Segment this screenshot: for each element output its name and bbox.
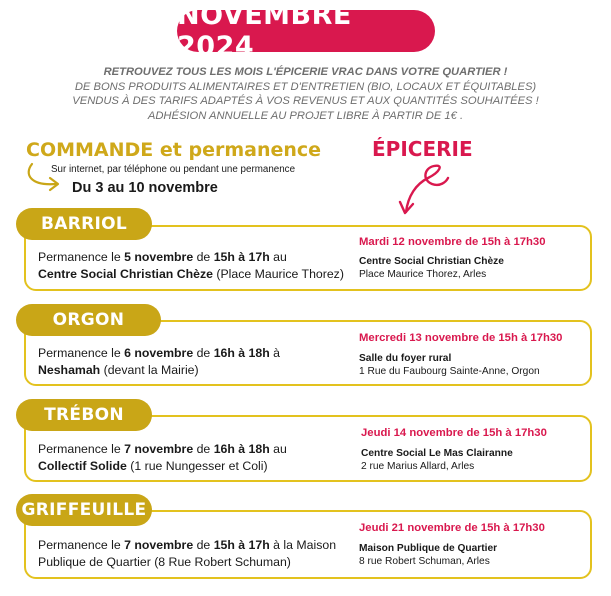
- perm-date: 6 novembre: [124, 346, 194, 360]
- perm-mid: de: [193, 346, 214, 360]
- epicerie-venue: Maison Publique de Quartier: [359, 543, 498, 554]
- location-tab-barriol: BARRIOL: [16, 208, 152, 240]
- perm-after: au: [269, 442, 287, 456]
- epicerie-date: Jeudi 21 novembre de 15h à 17h30: [359, 522, 545, 534]
- commande-dates: Du 3 au 10 novembre: [72, 180, 218, 196]
- perm-place-detail: (1 rue Nungesser et Coli): [126, 459, 268, 473]
- perm-place: Centre Social Christian Chèze: [38, 267, 213, 281]
- location-tab-griffeuille: GRIFFEUILLE: [16, 494, 152, 526]
- intro-line-4: ADHÉSION ANNUELLE AU PROJET LIBRE À PARTIR DE 1€ .: [147, 109, 464, 122]
- epicerie-heading: ÉPICERIE: [372, 137, 473, 161]
- perm-prefix: Permanence le: [38, 346, 125, 360]
- epicerie-address: 2 rue Marius Allard, Arles: [361, 461, 475, 472]
- epicerie-date: Mercredi 13 novembre de 15h à 17h30: [359, 332, 563, 344]
- permanence-text: [38, 537, 336, 571]
- perm-place-detail: (devant la Mairie): [100, 363, 199, 377]
- perm-time: 16h à 18h: [213, 346, 270, 360]
- location-tab-orgon: ORGON: [16, 304, 161, 336]
- commande-subtitle: Sur internet, par téléphone ou pendant une permanence: [51, 164, 296, 175]
- perm-after: à: [269, 346, 281, 360]
- perm-place: Collectif Solide: [38, 459, 127, 473]
- epicerie-address: Place Maurice Thorez, Arles: [359, 269, 487, 280]
- epicerie-date: Mardi 12 novembre de 15h à 17h30: [359, 236, 546, 248]
- perm-place-detail: Publique de Quartier (8 Rue Robert Schuman): [38, 555, 291, 569]
- perm-prefix: Permanence le: [38, 250, 125, 264]
- permanence-text: [38, 441, 287, 475]
- perm-mid: de: [193, 250, 214, 264]
- epicerie-venue: Centre Social Le Mas Clairanne: [361, 448, 513, 459]
- intro-text: [0, 65, 611, 123]
- epicerie-venue: Salle du foyer rural: [359, 353, 452, 364]
- perm-after: au: [269, 250, 287, 264]
- location-tab-trebon: TRÉBON: [16, 399, 152, 431]
- perm-prefix: Permanence le: [38, 538, 125, 552]
- perm-time: 15h à 17h: [213, 538, 270, 552]
- perm-place-detail: (Place Maurice Thorez): [212, 267, 344, 281]
- permanence-text: [38, 345, 280, 379]
- intro-line-1: RETROUVEZ TOUS LES MOIS L'ÉPICERIE VRAC DANS VOTRE QUARTIER !: [103, 66, 508, 78]
- commande-heading: COMMANDE et permanence: [26, 139, 322, 161]
- epicerie-date: Jeudi 14 novembre de 15h à 17h30: [361, 427, 547, 439]
- perm-time: 15h à 17h: [213, 250, 270, 264]
- epicerie-address: 8 rue Robert Schuman, Arles: [359, 556, 490, 567]
- perm-prefix: Permanence le: [38, 442, 125, 456]
- permanence-text: [38, 249, 344, 283]
- perm-mid: de: [193, 538, 214, 552]
- intro-line-3: VENDUS À DES TARIFS ADAPTÉS À VOS REVENUS ET AUX QUANTITÉS SOUHAITÉES !: [72, 95, 539, 108]
- page-title: NOVEMBRE 2024: [177, 10, 435, 52]
- perm-date: 7 novembre: [124, 538, 194, 552]
- perm-time: 16h à 18h: [213, 442, 270, 456]
- loop-arrow-icon: [392, 160, 452, 218]
- perm-date: 7 novembre: [124, 442, 194, 456]
- perm-place: Neshamah: [38, 363, 101, 377]
- epicerie-venue: Centre Social Christian Chèze: [359, 256, 504, 267]
- intro-line-2: DE BONS PRODUITS ALIMENTAIRES ET D'ENTRETIEN (BIO, LOCAUX ET ÉQUITABLES): [74, 80, 537, 93]
- perm-mid: de: [193, 442, 214, 456]
- epicerie-address: 1 Rue du Faubourg Sainte-Anne, Orgon: [359, 366, 540, 377]
- perm-after: à la Maison: [269, 538, 337, 552]
- perm-date: 5 novembre: [124, 250, 194, 264]
